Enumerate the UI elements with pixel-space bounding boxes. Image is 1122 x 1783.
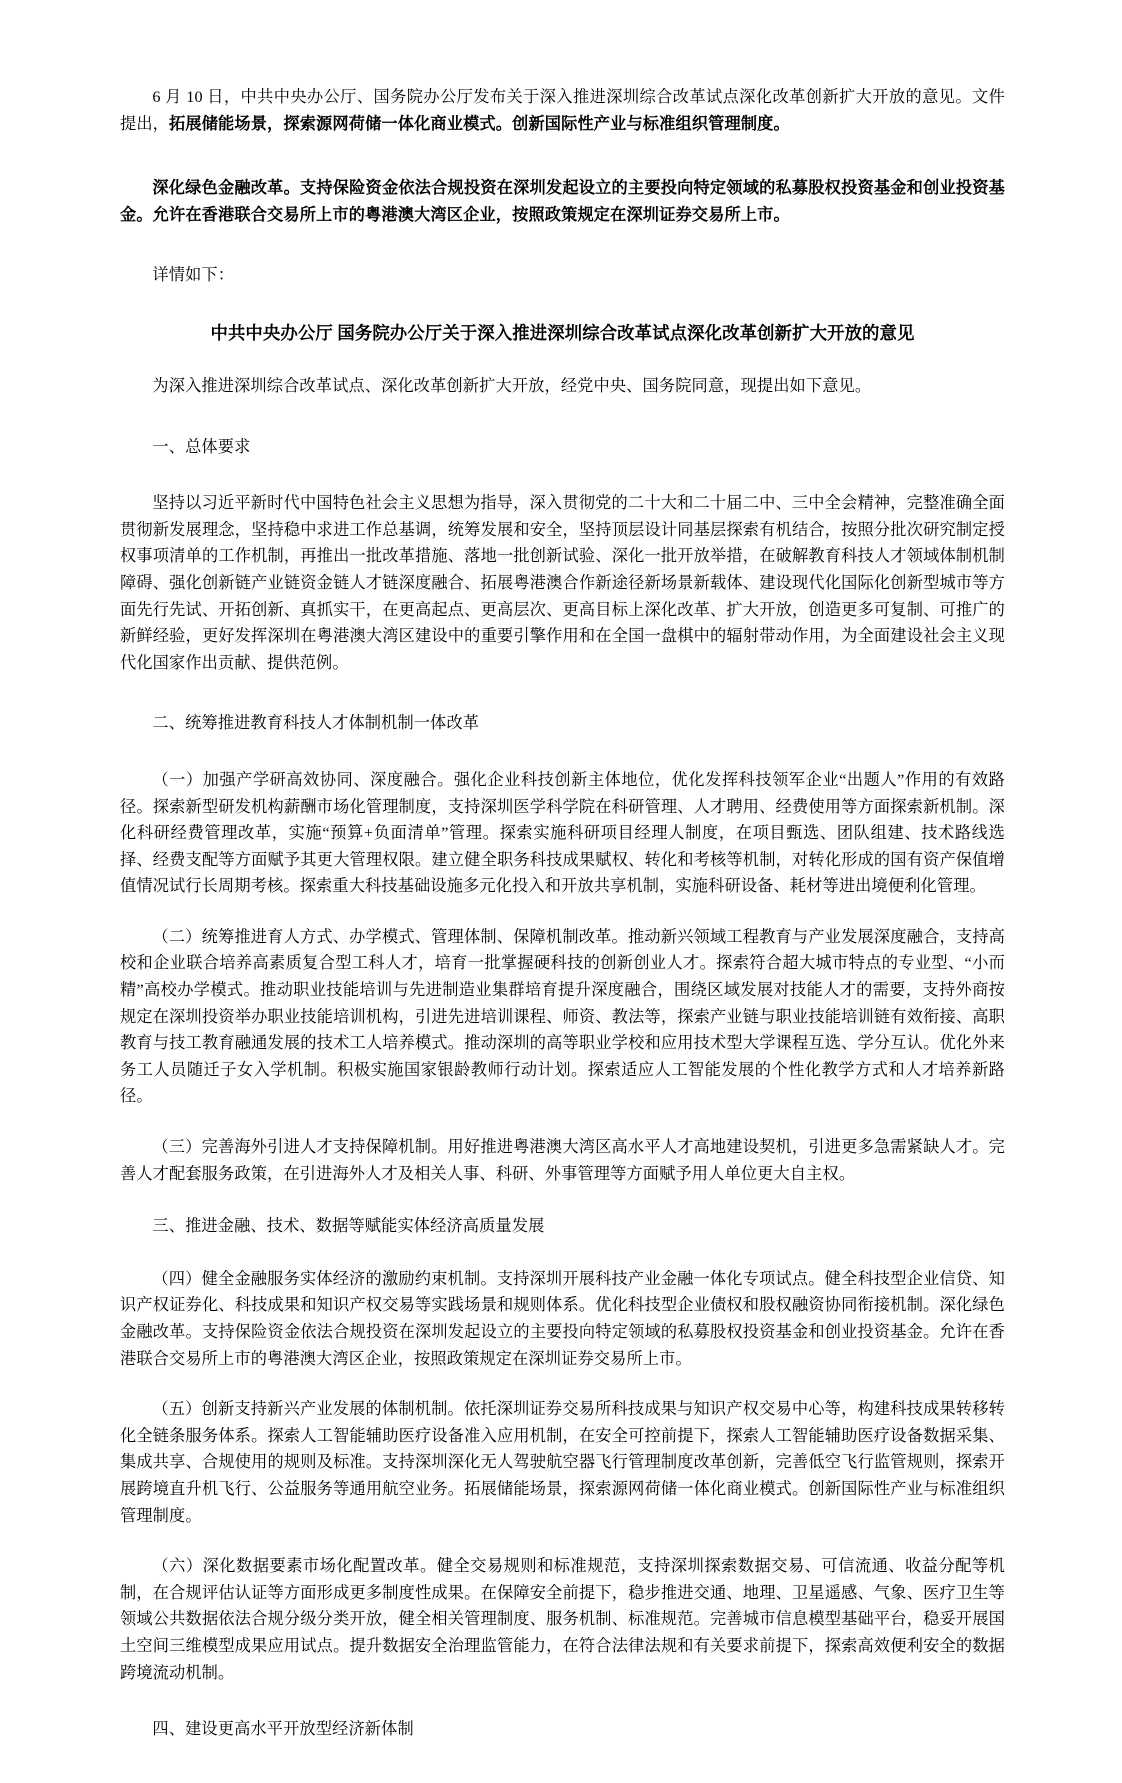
spacer [120,1372,1005,1396]
spacer [120,228,1005,262]
spacer [120,1187,1005,1213]
section-2-paragraph-2: （二）统筹推进育人方式、办学模式、管理体制、保障机制改革。推动新兴领域工程教育与产业发展深度融合，支持高校和企业联合培养高素质复合型工科人才，培育一批掌握硬科技的创新创业人才。探索符合超大城市特点的专业型、“小而精”高校办学模式。推动职业技能培训与先进制造业集群培育提升深度融合，围绕区域发展对技能人才的需要，支持外商按规定在深圳投资举办职业技能培训机构，引进先进培训课程、师资、教法等，探索产业链与职业技能培训链有效衔接、高职教育与技工教育融通发展的技术工人培养模式。推动深圳的高等职业学校和应用技术型大学课程互选、学分互认。优化外来务工人员随迁子女入学机制。积极实施国家银龄教师行动计划。探索适应人工智能发展的个性化教学方式和人才培养新路径。 [120,927,1005,1106]
section-heading-4: 四、建设更高水平开放型经济新体制 [152,1720,414,1739]
spacer [120,1110,1005,1134]
spacer [120,1529,1005,1553]
page-title: 中共中央办公厅 国务院办公厅关于深入推进深圳综合改革试点深化改革创新扩大开放的意见 [210,322,915,343]
section-heading-3: 三、推进金融、技术、数据等赋能实体经济高质量发展 [152,1217,545,1236]
intro-paragraph-2-bold: 深化绿色金融改革。支持保险资金依法合规投资在深圳发起设立的主要投向特定领域的私募股权投资基金和创业投资基金。允许在香港联合交易所上市的粤港澳大湾区企业，按照政策规定在深圳证券交易所上市。 [120,179,1005,224]
spacer [120,1240,1005,1266]
section-3-paragraph-2: （五）创新支持新兴产业发展的体制机制。依托深圳证券交易所科技成果与知识产权交易中心等，构建科技成果转移转化全链条服务体系。探索人工智能辅助医疗设备准入应用机制，在安全可控前提下，探索人工智能辅助医疗设备数据采集、集成共享、合规使用的规则及标准。支持深圳深化无人驾驶航空器飞行管理制度改革创新，完善低空飞行监管规则，探索开展跨境直升机飞行、公益服务等通用航空业务。拓展储能场景，探索源网荷储一体化商业模式。创新国际性产业与标准组织管理制度。 [120,1400,1005,1525]
intro-paragraph-1 [120,84,1005,137]
intro-paragraph-1-normal: 6 月 10 日，中共中央办公厅、国务院办公厅发布关于深入推进深圳综合改革试点深化改革创新扩大开放的意见。文件提出， [120,88,1005,133]
spacer [120,737,1005,767]
spacer [120,347,1005,373]
spacer [120,1686,1005,1716]
document-body [120,84,1005,1743]
section-heading-1: 一、总体要求 [152,437,251,456]
section-2-paragraph-1: （一）加强产学研高效协同、深度融合。强化企业科技创新主体地位，优化发挥科技领军企业“出题人”作用的有效路径。探索新型研发机构薪酬市场化管理制度，支持深圳医学科学院在科研管理、人才聘用、经费使用等方面探索新机制。深化科研经费管理改革，实施“预算+负面清单”管理。探索实施科研项目经理人制度，在项目甄选、团队组建、技术路线选择、经费支配等方面赋予其更大管理权限。建立健全职务科技成果赋权、转化和考核等机制，对转化形成的国有资产保值增值情况试行长周期考核。探索重大科技基础设施多元化投入和开放共享机制，实施科研设备、耗材等进出境便利化管理。 [120,770,1005,896]
spacer [120,289,1005,319]
spacer [120,676,1005,710]
spacer [120,900,1005,924]
preamble-paragraph: 为深入推进深圳综合改革试点、深化改革创新扩大开放，经党中央、国务院同意，现提出如下意见。 [152,376,872,395]
section-2-paragraph-3: （三）完善海外引进人才支持保障机制。用好推进粤港澳大湾区高水平人才高地建设契机，引进更多急需紧缺人才。完善人才配套服务政策，在引进海外人才及相关人事、科研、外事管理等方面赋予用人单位更大自主权。 [120,1138,1005,1183]
spacer [120,137,1005,175]
details-label: 详情如下： [152,266,235,285]
intro-paragraph-2 [120,175,1005,228]
section-1-paragraph-1: 坚持以习近平新时代中国特色社会主义思想为指导，深入贯彻党的二十大和二十届二中、三中全会精神，完整准确全面贯彻新发展理念，坚持稳中求进工作总基调，统筹发展和安全，坚持顶层设计同基层探索有机结合，按照分批次研究制定授权事项清单的工作机制，再推出一批改革措施、落地一批创新试验、深化一批开放举措，在破解教育科技人才领域体制机制障碍、强化创新链产业链资金链人才链深度融合、拓展粤港澳合作新途径新场景新载体、建设现代化国际化创新型城市等方面先行先试、开拓创新、真抓实干，在更高起点、更高层次、更高目标上深化改革、扩大开放，创造更多可复制、可推广的新鲜经验，更好发挥深圳在粤港澳大湾区建设中的重要引擎作用和在全国一盘棋中的辐射带动作用，为全面建设社会主义现代化国家作出贡献、提供范例。 [120,494,1005,672]
spacer [120,460,1005,490]
section-3-paragraph-3: （六）深化数据要素市场化配置改革。健全交易规则和标准规范，支持深圳探索数据交易、可信流通、收益分配等机制，在合规评估认证等方面形成更多制度性成果。在保障安全前提下，稳步推进交通、地理、卫星遥感、气象、医疗卫生等领域公共数据依法合规分级分类开放，健全相关管理制度、服务机制、标准规范。完善城市信息模型基础平台，稳妥开展国土空间三维模型成果应用试点。提升数据安全治理监管能力，在符合法律法规和有关要求前提下，探索高效便利安全的数据跨境流动机制。 [120,1557,1005,1682]
section-heading-2: 二、统筹推进教育科技人才体制机制一体改革 [152,714,480,733]
section-3-paragraph-1: （四）健全金融服务实体经济的激励约束机制。支持深圳开展科技产业金融一体化专项试点。健全科技型企业信贷、知识产权证券化、科技成果和知识产权交易等实践场景和规则体系。优化科技型企业债权和股权融资协同衔接机制。深化绿色金融改革。支持保险资金依法合规投资在深圳发起设立的主要投向特定领域的私募股权投资基金和创业投资基金。允许在香港联合交易所上市的粤港澳大湾区企业，按照政策规定在深圳证券交易所上市。 [120,1269,1005,1368]
intro-paragraph-1-bold: 拓展储能场景，探索源网荷储一体化商业模式。创新国际性产业与标准组织管理制度。 [169,114,790,133]
spacer [120,400,1005,434]
